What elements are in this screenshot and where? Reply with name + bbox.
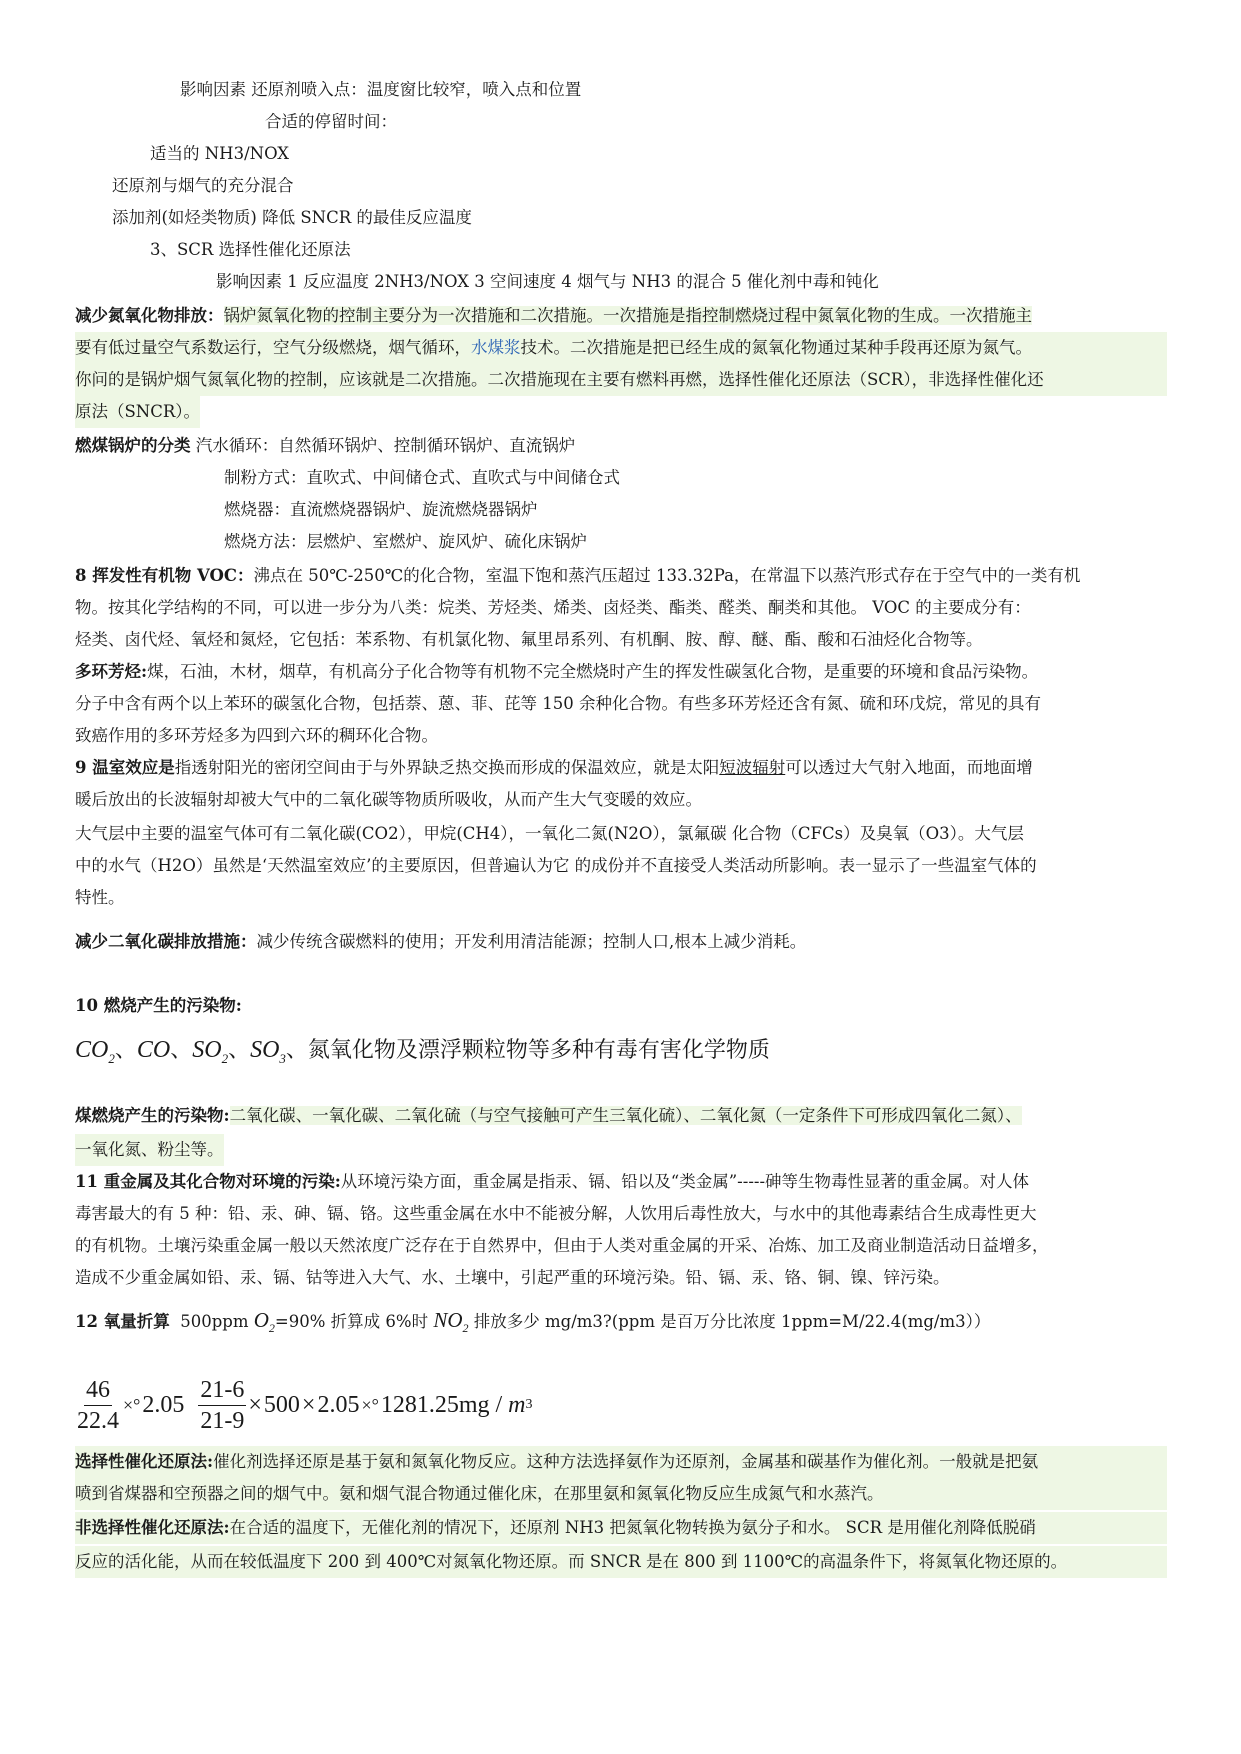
o2-symbol: $O_2$ — [253, 1308, 275, 1336]
paragraph-line: 的有机物。土壤污染重金属一般以天然浓度广泛存在于自然界中，但由于人类对重金属的开采、冶炼、加工及商业制造活动日益增多， — [75, 1236, 1049, 1255]
link-duanbofushe[interactable]: 短波辐射 — [719, 758, 786, 777]
text-line: 适当的 NH3/NOX — [150, 144, 290, 163]
paragraph-line: 烃类、卤代烃、氧烃和氮烃，它包括：苯系物、有机氯化物、氟里昂系列、有机酮、胺、醇、醚、酯、酸和石油烃化合物等。 — [75, 630, 983, 649]
paragraph-line — [75, 1446, 1167, 1478]
fraction-denominator: 21-9 — [200, 1407, 245, 1434]
section-heading: 煤燃烧产生的污染物: — [75, 1106, 230, 1125]
paragraph-line: 中的水气（H2O）虽然是‘天然温室效应’的主要原因，但普遍认为它 的成份并不直接受人类活动所影响。表一显示了一些温室气体的 — [75, 856, 1037, 875]
text-span: 减少传统含碳燃料的使用；开发利用清洁能源；控制人口,根本上减少消耗。 — [256, 932, 807, 951]
section-heading: 8 挥发性有机物 VOC： — [75, 566, 254, 585]
paragraph-line — [75, 656, 1167, 688]
paragraph-line — [75, 430, 575, 462]
calc-value: 500 — [263, 1391, 300, 1418]
text-line: 3、SCR 选择性催化还原法 — [150, 240, 351, 259]
paragraph-line: 喷到省煤器和空预器之间的烟气中。氨和烟气混合物通过催化床，在那里氨和氮氧化物反应生成氮气和水蒸汽。 — [75, 1478, 1167, 1510]
text-line: 还原剂与烟气的充分混合 — [112, 176, 294, 195]
text-line: 合适的停留时间： — [265, 112, 397, 131]
paragraph-line: 你问的是锅炉烟气氮氧化物的控制，应该就是二次措施。二次措施现在主要有燃料再燃，选择性催化还原法（SCR），非选择性催化还 — [75, 364, 1167, 396]
text-span: 沸点在 50℃-250℃的化合物，室温下饱和蒸汽压超过 133.32Pa，在常温下以蒸汽形式存在于空气中的一类有机 — [253, 566, 1081, 585]
text-span: 可以透过大气射入地面，而地面增 — [785, 758, 1033, 777]
approx-symbol: ×° — [361, 1394, 379, 1415]
highlighted-text: 二氧化碳、一氧化碳、二氧化硫（与空气接触可产生三氧化硫）、二氧化氮（一定条件下可形成四氧化二氮）、 — [229, 1106, 1022, 1125]
section-heading: 多环芳烃: — [75, 662, 148, 681]
fraction-numerator: 46 — [84, 1375, 112, 1406]
text-span: 500ppm — [180, 1312, 249, 1331]
text-line: 影响因素 1 反应温度 2NH3/NOX 3 空间速度 4 烟气与 NH3 的混合 5 催化剂中毒和钝化 — [216, 272, 879, 291]
text-line: 制粉方式：直吹式、中间储仓式、直吹式与中间储仓式 — [224, 468, 620, 487]
pollutant-formula: $CO_2$、CO、$SO_2$、$SO_3$、氮氧化物及漂浮颗粒物等多种有毒有害化学物质 — [75, 1037, 770, 1066]
text-span: 汽水循环：自然循环锅炉、控制循环锅炉、直流锅炉 — [195, 436, 576, 455]
paragraph-line — [75, 1166, 1167, 1198]
section-heading: 11 重金属及其化合物对环境的污染: — [75, 1172, 341, 1191]
paragraph-line — [75, 1100, 1167, 1132]
text-span: 技术。二次措施是把已经生成的氮氧化物通过某种手段再还原为氮气。 — [520, 338, 1032, 357]
text-span: 排放多少 mg/m3?(ppm 是百万分比浓度 1ppm=M/22.4(mg/m3）） — [473, 1312, 991, 1331]
paragraph-line: 暖后放出的长波辐射却被大气中的二氧化碳等物质所吸收，从而产生大气变暖的效应。 — [75, 790, 702, 809]
paragraph-line: 分子中含有两个以上苯环的碳氢化合物，包括萘、蒽、菲、芘等 150 余种化合物。有些多环芳烃还含有氮、硫和环戊烷，常见的具有 — [75, 694, 1041, 713]
text-line: 影响因素 还原剂喷入点：温度窗比较窄，喷入点和位置 — [180, 80, 582, 99]
paragraph-line — [75, 560, 1167, 592]
paragraph-line: 造成不少重金属如铅、汞、镉、钴等进入大气、水、土壤中，引起严重的环境污染。铅、镉、汞、铬、铜、镍、锌污染。 — [75, 1268, 950, 1287]
calc-value: 2.05 — [142, 1391, 185, 1418]
section-heading: 减少氮氧化物排放： — [75, 306, 224, 325]
section-heading: 10 燃烧产生的污染物: — [75, 996, 242, 1015]
no2-symbol: $NO_2$ — [433, 1308, 469, 1336]
text-span: 煤，石油，木材，烟草，有机高分子化合物等有机物不完全燃烧时产生的挥发性碳氢化合物，是重要的环境和食品污染物。 — [147, 662, 1039, 681]
paragraph-line: 一氧化氮、粉尘等。 — [75, 1134, 224, 1166]
section-heading: 选择性催化还原法: — [75, 1452, 214, 1471]
paragraph-line: 大气层中主要的温室气体可有二氧化碳(CO2），甲烷(CH4），一氧化二氮(N2O），氯氟碳 化合物（CFCs）及臭氧（O3）。大气层 — [75, 824, 1024, 843]
paragraph-line — [75, 752, 1167, 784]
paragraph-line: 毒害最大的有 5 种：铅、汞、砷、镉、铬。这些重金属在水中不能被分解，人饮用后毒性放大，与水中的其他毒素结合生成毒性更大 — [75, 1204, 1037, 1223]
paragraph-line: 物。按其化学结构的不同，可以进一步分为八类：烷类、芳烃类、烯类、卤烃类、酯类、醛类、酮类和其他。 VOC 的主要成分有： — [75, 598, 1031, 617]
calc-value: 2.05 — [317, 1391, 360, 1418]
section-heading: 12 氧量折算 — [75, 1312, 170, 1331]
paragraph-line: 反应的活化能，从而在较低温度下 200 到 400℃对氮氧化物还原。而 SNCR 是在 800 到 1100℃的高温条件下，将氮氧化物还原的。 — [75, 1546, 1167, 1578]
calc-result: 1281.25mg — [380, 1391, 490, 1418]
fraction-denominator: 22.4 — [77, 1407, 119, 1434]
section-heading: 9 温室效应是 — [75, 758, 175, 777]
calc-unit: m — [508, 1391, 526, 1418]
text-line: 添加剂(如烃类物质) 降低 SNCR 的最佳反应温度 — [112, 208, 472, 227]
text-span: =90% 折算成 6%时 — [274, 1312, 429, 1331]
paragraph-line: 特性。 — [75, 888, 125, 907]
paragraph-line — [75, 1512, 1167, 1544]
paragraph-line — [75, 300, 1167, 332]
fraction-numerator: 21-6 — [198, 1375, 246, 1406]
text-line: 燃烧方法：层燃炉、室燃炉、旋风炉、硫化床锅炉 — [224, 532, 587, 551]
text-span: 指透射阳光的密闭空间由于与外界缺乏热交换而形成的保温效应，就是太阳 — [174, 758, 720, 777]
text-line: 燃烧器：直流燃烧器锅炉、旋流燃烧器锅炉 — [224, 500, 538, 519]
section-heading: 燃煤锅炉的分类 — [75, 436, 191, 455]
paragraph-line — [75, 1304, 990, 1344]
formula-text: 、氮氧化物及漂浮颗粒物等多种有毒有害化学物质 — [285, 1038, 770, 1063]
text-span: 从环境污染方面，重金属是指汞、镉、铅以及“类金属”-----砷等生物毒性显著的重金属。对人体 — [340, 1172, 1030, 1191]
section-heading: 非选择性催化还原法: — [75, 1518, 230, 1537]
paragraph-line: 原法（SNCR）。 — [75, 396, 200, 428]
paragraph-line — [75, 332, 1167, 364]
paragraph-line: 致癌作用的多环芳烃多为四到六环的稠环化合物。 — [75, 726, 438, 745]
section-heading: 减少二氧化碳排放措施： — [75, 932, 257, 951]
calculation-formula: $\frac{46}{22.4}$ ×° 2.05 $\frac{21-6}{21-9}$ × 500 × 2.05 ×° 1281.25mg / m 3 — [77, 1376, 533, 1434]
text-span: 催化剂选择还原是基于氨和氮氧化物反应。这种方法选择氨作为还原剂，金属基和碳基作为催化剂。一般就是把氨 — [213, 1452, 1039, 1471]
paragraph-line — [75, 926, 806, 958]
fraction-oxygen — [198, 1375, 246, 1436]
text-span: 在合适的温度下，无催化剂的情况下，还原剂 NH3 把氮氧化物转换为氨分子和水。 SCR 是用催化剂降低脱硝 — [229, 1518, 1036, 1537]
link-shuimeijiang[interactable]: 水煤浆 — [471, 338, 521, 357]
section-heading-line — [75, 990, 242, 1022]
fraction-molar — [75, 1375, 121, 1436]
text-span: 要有低过量空气系数运行，空气分级燃烧，烟气循环， — [75, 338, 471, 357]
approx-symbol: ×° — [123, 1394, 141, 1415]
highlighted-text: 锅炉氮氧化物的控制主要分为一次措施和二次措施。一次措施是指控制燃烧过程中氮氧化物的生成。一次措施主 — [223, 306, 1032, 325]
